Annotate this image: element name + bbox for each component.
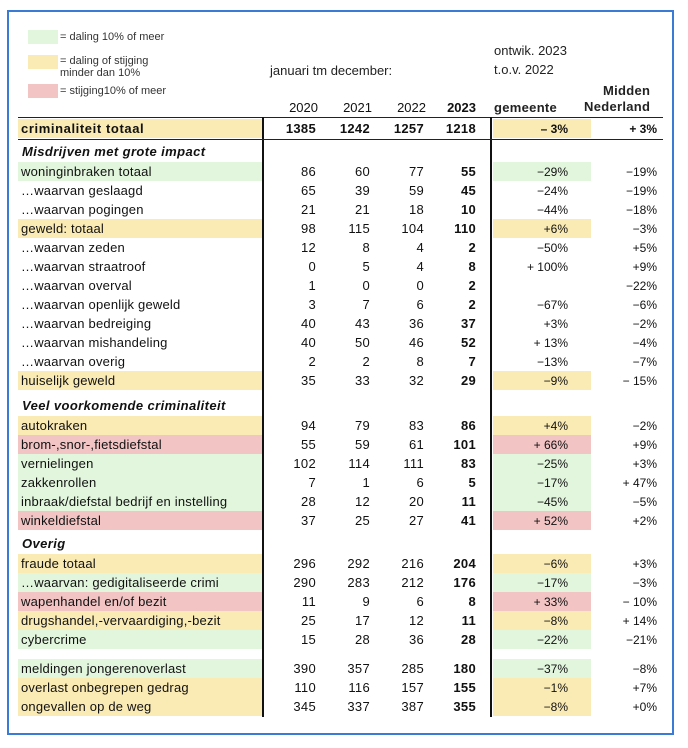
value-2023: 176 [453, 575, 476, 590]
value-2023: 180 [453, 661, 476, 676]
value-2021: 7 [362, 297, 370, 312]
value-2022: 20 [408, 494, 424, 509]
change-gemeente: −8% [543, 614, 568, 628]
table-row [18, 611, 663, 630]
row-label: woninginbraken totaal [21, 164, 152, 179]
row-label: meldingen jongerenoverlast [21, 661, 186, 676]
change-gemeente: −6% [543, 557, 568, 571]
row-label: zakkenrollen [21, 475, 97, 490]
value-2021: 115 [348, 221, 370, 236]
value-2022: 104 [401, 221, 424, 236]
year-2021: 2021 [343, 100, 372, 115]
change-midden-nederland: −4% [632, 336, 657, 350]
value-2020: 1 [308, 278, 316, 293]
value-2020: 296 [293, 556, 316, 571]
row-label: …waarvan bedreiging [21, 316, 152, 331]
value-2021: 283 [347, 575, 370, 590]
value-2020: 40 [300, 335, 316, 350]
value-2023: 101 [453, 437, 476, 452]
period-label: januari tm december: [270, 63, 393, 78]
change-gemeente: −29% [536, 165, 568, 179]
change-midden-nederland: − 15% [622, 374, 657, 388]
legend-label-green: = daling 10% of meer [60, 31, 165, 43]
value-2021: 116 [348, 680, 370, 695]
header-rule [18, 117, 663, 118]
value-2020: 28 [300, 494, 316, 509]
legend-swatch-green [28, 30, 58, 44]
value-2022: 18 [408, 202, 424, 217]
table-row [18, 219, 663, 238]
value-2023: 55 [460, 164, 476, 179]
value-2022: 77 [408, 164, 424, 179]
value-2021: 337 [347, 699, 370, 714]
change-midden-nederland: +3% [632, 457, 657, 471]
change-gemeente: +6% [543, 222, 568, 236]
year-2020: 2020 [289, 100, 318, 115]
change-gemeente: + 52% [533, 514, 568, 528]
row-label: vernielingen [21, 456, 94, 471]
table-row [18, 454, 663, 473]
value-2021: 25 [354, 513, 370, 528]
legend-swatch-yellow [28, 55, 58, 69]
value-2022: 6 [416, 297, 424, 312]
section-title: Veel voorkomende criminaliteit [22, 398, 226, 413]
value-2023: 8 [468, 594, 476, 609]
value-2021: 2 [362, 354, 370, 369]
value-2021: 59 [354, 437, 370, 452]
value-2021: 28 [354, 632, 370, 647]
nederland-header: Nederland [584, 99, 651, 114]
value-2023: 29 [460, 373, 476, 388]
row-label: overlast onbegrepen gedrag [21, 680, 189, 695]
value-2022: 0 [416, 278, 424, 293]
change-gemeente: −25% [536, 457, 568, 471]
value-2022: 46 [408, 335, 424, 350]
value-2020: 86 [300, 164, 316, 179]
value-2022: 61 [408, 437, 424, 452]
value-2023: 204 [453, 556, 476, 571]
change-midden-nederland: −19% [625, 184, 657, 198]
row-label: …waarvan zeden [21, 240, 125, 255]
section-title: Overig [22, 536, 66, 551]
value-2023: 2 [468, 278, 476, 293]
value-2022: 387 [401, 699, 424, 714]
table-row [18, 238, 663, 257]
change-gemeente: −22% [536, 633, 568, 647]
value-2023: 52 [460, 335, 476, 350]
value-2021: 1 [362, 475, 370, 490]
change-gemeente: −8% [543, 700, 568, 714]
tov-label: t.o.v. 2022 [494, 62, 554, 77]
row-label: criminaliteit totaal [21, 121, 145, 136]
table-row [18, 257, 663, 276]
change-gemeente: −44% [536, 203, 568, 217]
row-label: ongevallen op de weg [21, 699, 152, 714]
value-2020: 21 [300, 202, 316, 217]
change-midden-nederland: + 14% [622, 614, 657, 628]
change-gemeente: −67% [536, 298, 568, 312]
value-2020: 0 [308, 259, 316, 274]
table-row [18, 492, 663, 511]
ontwik-label: ontwik. 2023 [494, 43, 567, 58]
value-2021: 79 [354, 418, 370, 433]
table-row [18, 554, 663, 573]
value-2022: 4 [416, 240, 424, 255]
value-2020: 40 [300, 316, 316, 331]
change-midden-nederland: −22% [625, 279, 657, 293]
row-label: …waarvan geslaagd [21, 183, 143, 198]
value-2022: 8 [416, 354, 424, 369]
change-midden-nederland: −2% [632, 317, 657, 331]
value-2023: 10 [460, 202, 476, 217]
value-2020: 102 [293, 456, 316, 471]
total-rule [18, 139, 663, 140]
value-2023: 41 [460, 513, 476, 528]
value-2021: 17 [354, 613, 370, 628]
value-2020: 37 [300, 513, 316, 528]
change-midden-nederland: +7% [632, 681, 657, 695]
value-2023: 5 [468, 475, 476, 490]
value-2023: 2 [468, 297, 476, 312]
change-midden-nederland: +3% [632, 557, 657, 571]
row-label: drugshandel,-vervaardiging,-bezit [21, 613, 221, 628]
table-row [18, 678, 663, 697]
legend-label-yellow: = daling of stijging minder dan 10% [60, 55, 149, 79]
row-label: …waarvan openlijk geweld [21, 297, 181, 312]
value-2020: 290 [293, 575, 316, 590]
value-2022: 212 [401, 575, 424, 590]
value-2021: 1242 [339, 121, 370, 136]
value-2021: 50 [354, 335, 370, 350]
value-2022: 36 [408, 632, 424, 647]
value-2020: 11 [301, 594, 316, 609]
value-2022: 27 [408, 513, 424, 528]
row-label: inbraak/diefstal bedrijf en instelling [21, 494, 228, 509]
value-2022: 83 [408, 418, 424, 433]
change-gemeente: −1% [543, 681, 568, 695]
value-2021: 9 [362, 594, 370, 609]
change-midden-nederland: −2% [632, 419, 657, 433]
value-2022: 36 [408, 316, 424, 331]
row-label: …waarvan pogingen [21, 202, 144, 217]
value-2020: 12 [300, 240, 316, 255]
change-midden-nederland: +9% [632, 260, 657, 274]
value-2020: 65 [300, 183, 316, 198]
value-2023: 155 [453, 680, 476, 695]
change-gemeente: + 100% [526, 260, 568, 274]
gemeente-header: gemeente [494, 100, 558, 115]
value-2020: 3 [308, 297, 316, 312]
value-2021: 43 [354, 316, 370, 331]
value-2023: 8 [468, 259, 476, 274]
value-2021: 39 [354, 183, 370, 198]
value-2022: 157 [401, 680, 424, 695]
row-label: autokraken [21, 418, 88, 433]
table-row [18, 659, 663, 678]
value-2023: 11 [461, 494, 476, 509]
table-row [18, 276, 663, 295]
value-2021: 33 [354, 373, 370, 388]
change-midden-nederland: −3% [632, 576, 657, 590]
value-2023: 37 [460, 316, 476, 331]
year-2023: 2023 [447, 100, 476, 115]
value-2021: 8 [362, 240, 370, 255]
value-2020: 1385 [285, 121, 316, 136]
value-2022: 285 [401, 661, 424, 676]
value-2021: 21 [354, 202, 370, 217]
value-2020: 25 [300, 613, 316, 628]
row-label: …waarvan straatroof [21, 259, 146, 274]
value-2022: 111 [403, 456, 424, 471]
row-label: …waarvan: gedigitaliseerde crimi [21, 575, 219, 590]
table-row [18, 630, 663, 649]
change-gemeente: −45% [536, 495, 568, 509]
value-2022: 32 [408, 373, 424, 388]
value-2020: 15 [300, 632, 316, 647]
value-2021: 114 [348, 456, 370, 471]
table-row [18, 314, 663, 333]
value-2022: 59 [408, 183, 424, 198]
value-2023: 11 [461, 613, 476, 628]
row-label: huiselijk geweld [21, 373, 116, 388]
value-2022: 6 [416, 594, 424, 609]
row-label: fraude totaal [21, 556, 96, 571]
legend-swatch-red [28, 84, 58, 98]
change-gemeente: + 66% [533, 438, 568, 452]
midden-header: Midden [603, 83, 651, 98]
change-gemeente: −9% [543, 374, 568, 388]
table-row [18, 473, 663, 492]
row-label: …waarvan mishandeling [21, 335, 168, 350]
value-2023: 355 [453, 699, 476, 714]
table-row [18, 435, 663, 454]
value-2023: 83 [460, 456, 476, 471]
value-2021: 5 [362, 259, 370, 274]
table-row [18, 573, 663, 592]
table-row [18, 162, 663, 181]
row-label: cybercrime [21, 632, 87, 647]
value-2020: 2 [308, 354, 316, 369]
value-2020: 345 [293, 699, 316, 714]
change-midden-nederland: + 47% [622, 476, 657, 490]
change-midden-nederland: +9% [632, 438, 657, 452]
change-midden-nederland: −5% [632, 495, 657, 509]
table-row [18, 181, 663, 200]
value-2023: 110 [454, 221, 476, 236]
change-midden-nederland: +0% [632, 700, 657, 714]
change-gemeente: + 33% [533, 595, 568, 609]
change-midden-nederland: − 10% [622, 595, 657, 609]
value-2022: 4 [416, 259, 424, 274]
value-2022: 1257 [393, 121, 424, 136]
change-gemeente: −13% [536, 355, 568, 369]
table-row [18, 371, 663, 390]
value-2022: 216 [401, 556, 424, 571]
change-gemeente: −17% [536, 576, 568, 590]
value-2020: 390 [293, 661, 316, 676]
row-label: brom-,snor-,fietsdiefstal [21, 437, 162, 452]
change-midden-nederland: −8% [632, 662, 657, 676]
value-2020: 35 [300, 373, 316, 388]
change-gemeente: −37% [536, 662, 568, 676]
year-2022: 2022 [397, 100, 426, 115]
value-2023: 28 [460, 632, 476, 647]
value-2022: 12 [408, 613, 424, 628]
value-2023: 2 [468, 240, 476, 255]
change-midden-nederland: +2% [632, 514, 657, 528]
value-2022: 6 [416, 475, 424, 490]
change-midden-nederland: −3% [632, 222, 657, 236]
change-midden-nederland: −6% [632, 298, 657, 312]
value-2023: 86 [460, 418, 476, 433]
change-midden-nederland: +5% [632, 241, 657, 255]
section-title: Misdrijven met grote impact [22, 144, 206, 159]
change-midden-nederland: −7% [632, 355, 657, 369]
legend-label-red: = stijging10% of meer [60, 85, 167, 97]
value-2020: 94 [300, 418, 316, 433]
value-2021: 12 [354, 494, 370, 509]
change-gemeente: −50% [536, 241, 568, 255]
change-gemeente: – 3% [540, 122, 568, 136]
total-row [18, 119, 663, 138]
change-gemeente: +3% [543, 317, 568, 331]
value-2020: 98 [300, 221, 316, 236]
change-gemeente: +4% [543, 419, 568, 433]
table-row [18, 416, 663, 435]
row-label: winkeldiefstal [21, 513, 102, 528]
value-2021: 60 [354, 164, 370, 179]
value-2023: 1218 [445, 121, 476, 136]
row-label: …waarvan overval [21, 278, 132, 293]
value-2020: 7 [308, 475, 316, 490]
row-label: wapenhandel en/of bezit [21, 594, 167, 609]
value-2020: 55 [300, 437, 316, 452]
value-2023: 7 [468, 354, 476, 369]
change-gemeente: −24% [536, 184, 568, 198]
value-2023: 45 [460, 183, 476, 198]
table-row [18, 511, 663, 530]
table-row [18, 200, 663, 219]
change-midden-nederland: −21% [625, 633, 657, 647]
value-2020: 110 [294, 680, 316, 695]
table-row [18, 295, 663, 314]
value-2021: 292 [347, 556, 370, 571]
table-row [18, 697, 663, 716]
value-2021: 357 [347, 661, 370, 676]
row-label: …waarvan overig [21, 354, 126, 369]
row-label: geweld: totaal [21, 221, 105, 236]
change-midden-nederland: −18% [625, 203, 657, 217]
table-row [18, 333, 663, 352]
table-row [18, 352, 663, 371]
value-2021: 0 [362, 278, 370, 293]
table-row [18, 592, 663, 611]
change-gemeente: −17% [536, 476, 568, 490]
change-midden-nederland: + 3% [629, 122, 657, 136]
change-midden-nederland: −19% [625, 165, 657, 179]
change-gemeente: + 13% [533, 336, 568, 350]
